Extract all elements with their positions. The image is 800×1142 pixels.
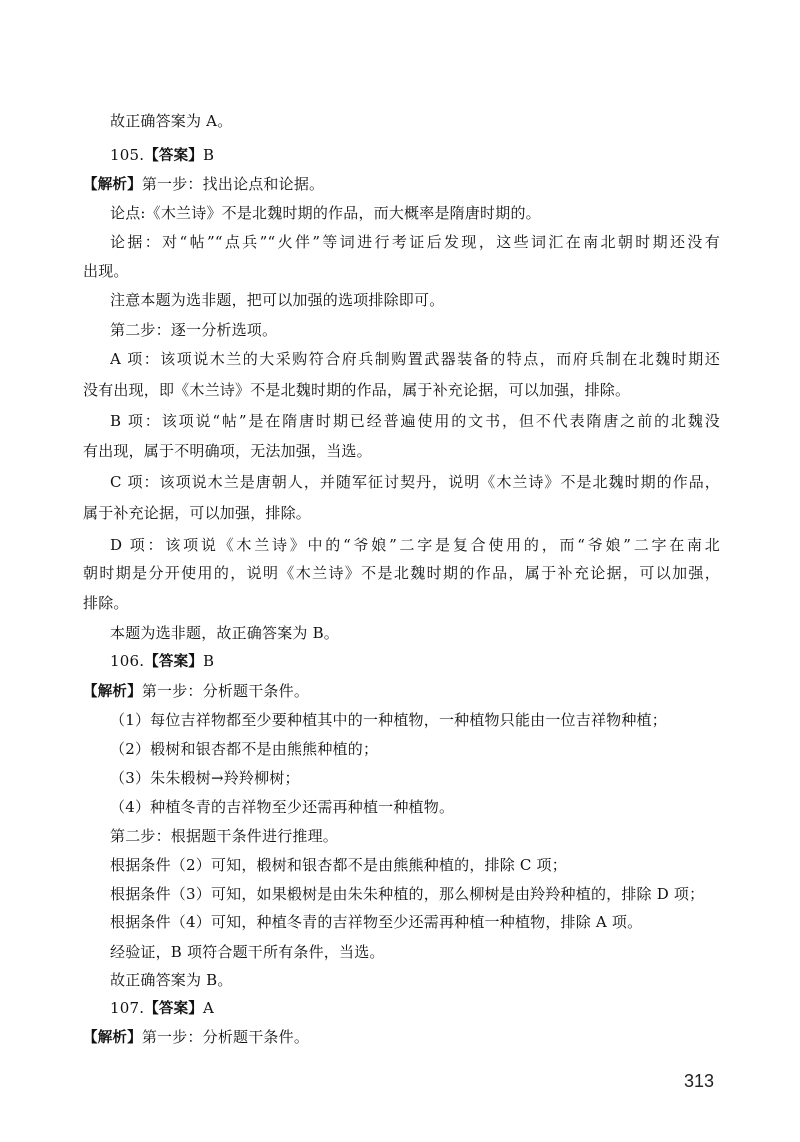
text-line [110, 471, 720, 493]
text-line [83, 440, 720, 462]
line-text: 根据条件（4）可知，种植冬青的吉祥物至少还需再种植一种植物，排除 A 项。 [110, 913, 643, 931]
line-text: 第二步：逐一分析选项。 [110, 321, 278, 339]
text-line [110, 110, 720, 132]
section-label: 【解析】 [83, 1030, 142, 1046]
line-text: D 项：该项说《木兰诗》中的“爷娘”二字是复合使用的，而“爷娘”二字在南北 [110, 536, 720, 554]
line-text: 根据条件（2）可知，椴树和银杏都不是由熊熊种植的，排除 C 项； [110, 856, 567, 874]
line-text: 论据：对“帖”“点兵”“火伴”等词进行考证后发现，这些词汇在南北朝时期还没有 [110, 233, 720, 251]
line-text: 有出现，属于不明确项，无法加强，当选。 [83, 442, 372, 460]
line-text: 朝时期是分开使用的，说明《木兰诗》不是北魏时期的作品，属于补充论据，可以加强， [83, 564, 720, 582]
line-text: 出现。 [83, 262, 129, 280]
line-text: B [203, 652, 215, 670]
line-text: 故正确答案为 B。 [110, 971, 233, 989]
text-line [110, 622, 720, 644]
answer-heading-line [110, 997, 720, 1019]
text-line [110, 231, 720, 253]
text-line [83, 502, 720, 524]
text-line [110, 883, 720, 905]
question-number: 105. [110, 146, 145, 164]
answer-heading-line [83, 680, 720, 702]
text-line [110, 319, 720, 341]
text-line [110, 534, 720, 556]
answer-heading-line [83, 1026, 720, 1048]
line-text: （2）椴树和银杏都不是由熊熊种植的； [110, 740, 379, 758]
text-line [110, 738, 720, 760]
line-text: 论点:《木兰诗》不是北魏时期的作品，而大概率是隋唐时期的。 [110, 204, 541, 222]
line-text: C 项：该项说木兰是唐朝人，并随军征讨契丹，说明《木兰诗》不是北魏时期的作品， [110, 473, 720, 491]
text-line [110, 289, 720, 311]
answer-heading-line [110, 144, 720, 166]
line-text: A 项：该项说木兰的大采购符合府兵制购置武器装备的特点，而府兵制在北魏时期还 [110, 350, 720, 368]
line-text: 注意本题为选非题，把可以加强的选项排除即可。 [110, 291, 445, 309]
text-line [110, 941, 720, 963]
line-text: （1）每位吉祥物都至少要种植其中的一种植物，一种植物只能由一位吉祥物种植； [110, 711, 667, 729]
text-line [110, 969, 720, 991]
text-line [83, 260, 720, 282]
line-text: B 项：该项说“帖”是在隋唐时期已经普遍使用的文书，但不代表隋唐之前的北魏没 [110, 412, 720, 430]
text-line [110, 348, 720, 370]
text-line [110, 709, 720, 731]
section-label: 【答案】 [144, 654, 204, 670]
section-label: 【解析】 [83, 684, 142, 700]
page-number: 313 [684, 1071, 715, 1091]
text-line [110, 796, 720, 818]
text-line [110, 854, 720, 876]
line-text: B [203, 146, 215, 164]
line-text: 没有出现，即《木兰诗》不是北魏时期的作品，属于补充论据，可以加强，排除。 [83, 381, 631, 399]
line-text: A [203, 999, 215, 1017]
text-line [110, 202, 720, 224]
line-text: 属于补充论据，可以加强，排除。 [83, 504, 312, 522]
line-text: 第二步：根据题干条件进行推理。 [110, 827, 339, 845]
question-number: 107. [110, 999, 145, 1017]
line-text: 故正确答案为 A。 [110, 112, 233, 130]
line-text: 经验证，B 项符合题干所有条件，当选。 [110, 943, 385, 961]
line-text: 本题为选非题，故正确答案为 B。 [110, 624, 339, 642]
text-line [110, 767, 720, 789]
text-line [83, 379, 720, 401]
line-text: 第一步：找出论点和论据。 [141, 175, 325, 193]
line-text: （4）种植冬青的吉祥物至少还需再种植一种植物。 [110, 798, 455, 816]
line-text: 第一步：分析题干条件。 [141, 682, 310, 700]
line-text: 第一步：分析题干条件。 [141, 1028, 310, 1046]
section-label: 【解析】 [83, 177, 142, 193]
text-line [83, 562, 720, 584]
line-text: 排除。 [83, 594, 129, 612]
line-text: （3）朱朱椴树→羚羚柳树； [110, 769, 300, 787]
section-label: 【答案】 [144, 148, 204, 164]
text-line [110, 410, 720, 432]
section-label: 【答案】 [144, 1001, 204, 1017]
answer-heading-line [83, 173, 720, 195]
text-line [83, 592, 720, 614]
text-line [110, 911, 720, 933]
question-number: 106. [110, 652, 145, 670]
line-text: 根据条件（3）可知，如果椴树是由朱朱种植的，那么柳树是由羚羚种植的，排除 D 项； [110, 885, 705, 903]
text-line [110, 825, 720, 847]
answer-heading-line [110, 650, 720, 672]
